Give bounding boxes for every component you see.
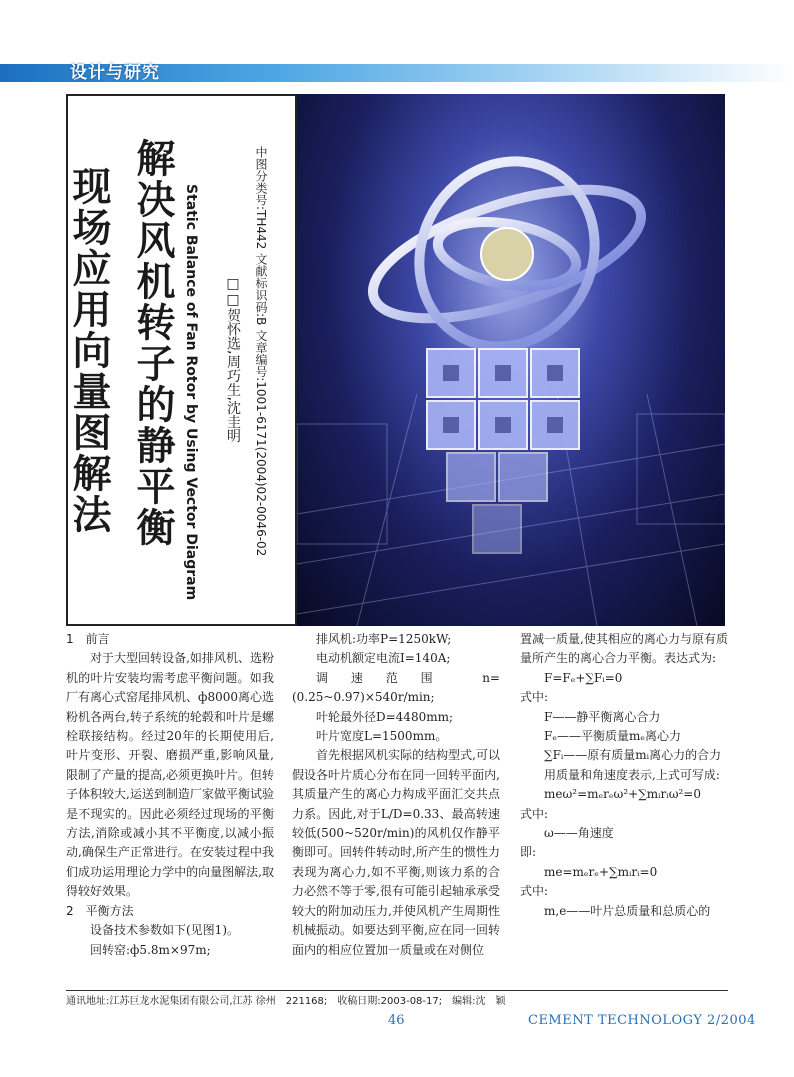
definition-fe: Fₑ——平衡质量mₑ离心力: [544, 729, 681, 744]
journal-name: CEMENT TECHNOLOGY 2/2004: [528, 1013, 756, 1028]
where-label: 式中:: [520, 690, 549, 705]
footer-divider: [66, 990, 728, 991]
param-diameter: 叶轮最外径D=4480mm;: [316, 709, 454, 724]
title-line-1: 现场应用向量图解法: [66, 166, 111, 535]
definition-sum-fi: ∑Fᵢ——原有质量mᵢ离心力的合力: [544, 748, 722, 763]
paragraph-rewrite: 用质量和角速度表示,上式可写成:: [544, 767, 720, 782]
paragraph-params: 设备技术参数如下(见图1)。: [90, 923, 239, 938]
column-3: [520, 630, 728, 921]
definition-f: F——静平衡离心合力: [544, 709, 661, 724]
param-speed: 调速范围 n=(0.25~0.97)×540r/min;: [292, 670, 500, 705]
paragraph-analysis: 首先根据风机实际的结构型式,可以假设各叶片质心分布在同一回转平面内,其质量产生的离心力构成平面汇交共点力系。因此,对于L/D=0.33、最高转速较低(500~520r/min)的风机仅作静平衡即可。回转件转动时,所产生的惯性力表现为离心力,如不平衡,则该力系的合力必然不等于零,很有可能引起轴承承受较大的附加动压力,并使风机产生周期性机械振动。如要达到平衡,应在同一回转面内的相应位置加一质量或在对侧位: [292, 748, 500, 957]
section-label: 设计与研究: [70, 63, 160, 83]
definition-omega: ω——角速度: [544, 826, 614, 841]
authors: □□贺怀选,周巧生,沈圭明: [225, 276, 241, 443]
ie-label: 即:: [520, 845, 537, 860]
paragraph-intro: 对于大型回转设备,如排风机、选粉机的叶片安装均需考虑平衡问题。如我厂有离心式窑尾排风机、ф8000离心选粉机各两台,转子系统的轮毂和叶片是螺栓联接结构。经过20年的长期使用后,叶片变形、开裂、磨损严重,影响风量,限制了产量的提高,必须更换叶片。但转子体积较大,运送到制造厂家做平衡试验是不现实的。因此必须经过现场的平衡方法,消除或减小其不平衡度,以减小振动,确保生产正常进行。在安装过程中我们成功运用理论力学中的向量图解法,取得较好效果。: [66, 651, 274, 899]
column-1: [66, 630, 274, 960]
classification-meta: 中图分类号:TH442 文献标识码:B 文章编号:1001-6171(2004)02-0046-02: [254, 146, 268, 557]
param-width: 叶片宽度L=1500mm。: [316, 729, 448, 744]
equation-1: F=Fₑ+∑Fᵢ=0: [544, 670, 623, 685]
param-power: 排风机:功率P=1250kW;: [316, 632, 452, 646]
cover-illustration: [297, 94, 725, 626]
heading-intro: 1 前言: [66, 632, 110, 646]
paragraph-balance: 置减一质量,使其相应的离心力与原有质量所产生的离心合力平衡。表达式为:: [520, 632, 728, 666]
page-number: 46: [388, 1013, 405, 1028]
english-title: Static Balance of Fan Rotor by Using Vector Diagram: [183, 184, 199, 601]
definition-m-e: m,e——叶片总质量和总质心的: [544, 903, 711, 918]
column-2: [292, 630, 500, 960]
footer-note: 通讯地址:江苏巨龙水泥集团有限公司,江苏 徐州 221168; 收稿日期:2003-08-17; 编辑:沈 颖: [66, 996, 506, 1007]
param-kiln: 回转窑:ф5.8m×97m;: [90, 942, 211, 957]
title-line-2: 解决风机转子的静平衡: [130, 138, 175, 548]
where-label-2: 式中:: [520, 806, 549, 821]
where-label-3: 式中:: [520, 884, 549, 899]
heading-method: 2 平衡方法: [66, 903, 134, 918]
equation-2: meω²=mₑrₑω²+∑mᵢrᵢω²=0: [544, 787, 701, 802]
equation-3: me=mₑrₑ+∑mᵢrᵢ=0: [544, 864, 658, 879]
rings-and-cubes-graphic: [297, 94, 725, 626]
param-current: 电动机额定电流I=140A;: [316, 651, 451, 666]
